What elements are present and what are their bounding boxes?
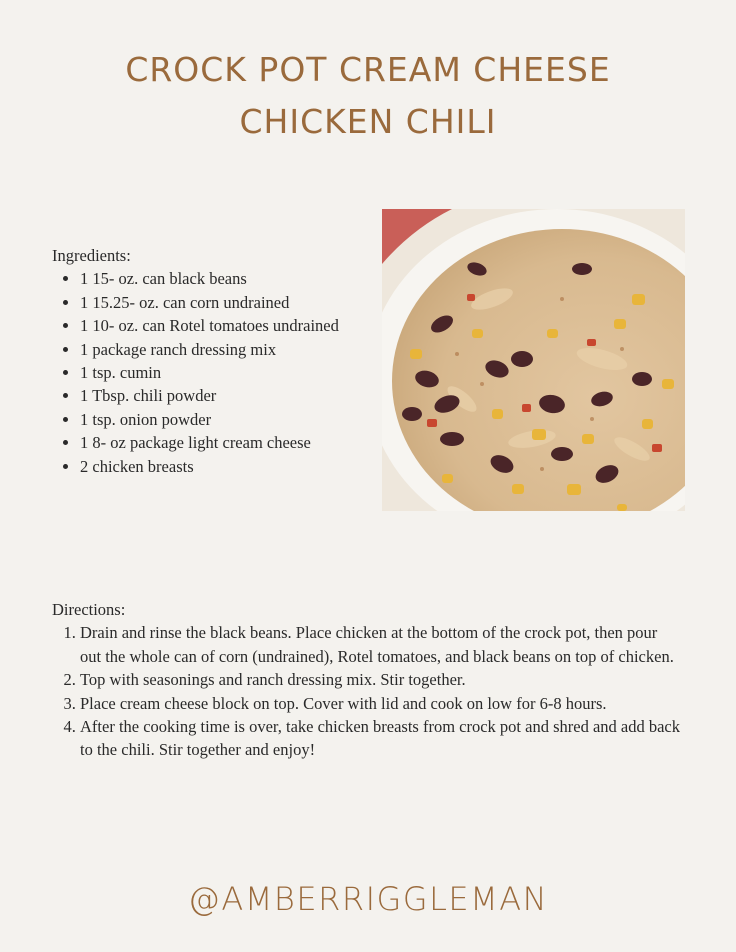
ingredients-heading: Ingredients:: [52, 246, 131, 265]
directions-list: [52, 621, 682, 761]
direction-step: 4. After the cooking time is over, take chicken breasts from crock pot and shred and add back to the chili. Stir together and enjoy!: [80, 715, 682, 762]
ingredients-section: [52, 244, 372, 478]
recipe-title-line-2: CHICKEN CHILI: [239, 102, 497, 142]
ingredient-item: • 1 tsp. cumin: [80, 361, 372, 384]
ingredient-item: • 1 tsp. onion powder: [80, 408, 372, 431]
ingredient-item: • 1 15- oz. can black beans: [80, 267, 372, 290]
direction-step: 3. Place cream cheese block on top. Cover with lid and cook on low for 6-8 hours.: [80, 692, 682, 715]
direction-step: 2. Top with seasonings and ranch dressing mix. Stir together.: [80, 668, 682, 691]
author-handle: @AMBERRIGGLEMAN: [187, 880, 549, 918]
ingredient-item: • 1 package ranch dressing mix: [80, 338, 372, 361]
recipe-title-line-1: CROCK POT CREAM CHEESE: [125, 50, 611, 90]
ingredients-list: [52, 267, 372, 478]
directions-heading: Directions:: [52, 600, 126, 619]
ingredient-item: • 1 8- oz package light cream cheese: [80, 431, 372, 454]
ingredient-item: • 2 chicken breasts: [80, 455, 372, 478]
direction-step: 1. Drain and rinse the black beans. Place chicken at the bottom of the crock pot, then pour out the whole can of corn (undrained), Rotel tomatoes, and black beans on top of chicken.: [80, 621, 682, 668]
ingredient-item: • 1 15.25- oz. can corn undrained: [80, 291, 372, 314]
recipe-title: [0, 44, 736, 148]
chili-bowl-photo: [382, 209, 685, 511]
ingredient-item: • 1 10- oz. can Rotel tomatoes undrained: [80, 314, 372, 337]
directions-section: [52, 598, 682, 762]
ingredient-item: • 1 Tbsp. chili powder: [80, 384, 372, 407]
